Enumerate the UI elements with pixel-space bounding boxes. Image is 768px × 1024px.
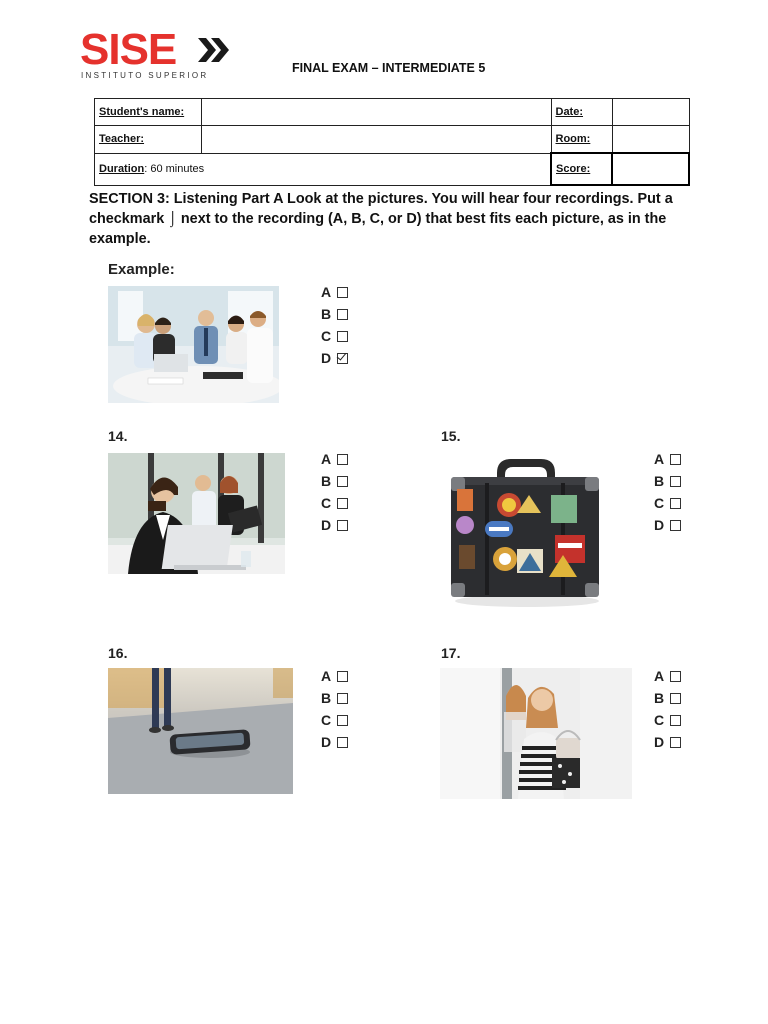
option-d[interactable]: D (321, 514, 361, 536)
duration-label: Duration (99, 163, 145, 175)
option-a[interactable]: A (321, 665, 361, 687)
question-16-number: 16. (108, 645, 128, 661)
logo-wordmark: SISE (80, 25, 177, 74)
option-c[interactable]: C (321, 492, 361, 514)
checkbox[interactable] (670, 671, 681, 682)
question-17-number: 17. (441, 645, 461, 661)
option-c[interactable]: C (321, 709, 361, 731)
student-name-label: Student's name: (95, 99, 202, 126)
option-a[interactable]: A (321, 448, 361, 470)
option-a[interactable]: A (654, 448, 694, 470)
section-instructions: SECTION 3: Listening Part A Look at the pictures. You will hear four recordings. Put a checkmark ⌡ next to the recording (A, B, C, or D) that best fits each picture, as in the example. (89, 191, 673, 247)
option-b[interactable]: B (321, 687, 361, 709)
checkbox[interactable] (670, 520, 681, 531)
question-15-number: 15. (441, 428, 461, 444)
option-c[interactable]: C (321, 325, 361, 347)
question-17-picture (440, 668, 632, 799)
checkbox[interactable] (337, 309, 348, 320)
option-c[interactable]: C (654, 709, 694, 731)
logo-subtitle: INSTITUTO SUPERIOR (81, 71, 209, 80)
room-label: Room: (551, 126, 612, 154)
room-field[interactable] (612, 126, 689, 154)
student-name-field[interactable] (202, 99, 552, 126)
teacher-field[interactable] (202, 126, 552, 154)
exam-title: FINAL EXAM – INTERMEDIATE 5 (292, 61, 486, 75)
option-b[interactable]: B (321, 303, 361, 325)
checkbox[interactable] (670, 715, 681, 726)
checkbox[interactable] (670, 476, 681, 487)
double-chevron-icon (198, 34, 230, 66)
date-field[interactable] (612, 99, 689, 126)
question-14-number: 14. (108, 428, 128, 444)
option-c[interactable]: C (654, 492, 694, 514)
question-16-picture (108, 668, 293, 794)
option-d[interactable]: D (654, 514, 694, 536)
checkbox[interactable] (337, 331, 348, 342)
question-16-options (321, 665, 361, 753)
question-14-options (321, 448, 361, 536)
checkbox[interactable] (670, 454, 681, 465)
checkbox[interactable] (670, 737, 681, 748)
option-b[interactable]: B (321, 470, 361, 492)
duration-cell (95, 153, 552, 185)
checkbox[interactable] (337, 454, 348, 465)
example-picture (108, 286, 279, 403)
option-d[interactable]: D (321, 347, 361, 369)
student-info-table (94, 98, 690, 186)
checkbox[interactable] (337, 520, 348, 531)
checkbox[interactable] (337, 737, 348, 748)
date-label: Date: (551, 99, 612, 126)
question-15-options (654, 448, 694, 536)
score-label: Score: (551, 153, 612, 185)
option-a[interactable]: A (654, 665, 694, 687)
duration-value: : 60 minutes (144, 163, 205, 175)
question-17-options (654, 665, 694, 753)
checkbox[interactable] (337, 715, 348, 726)
checkbox[interactable] (670, 498, 681, 509)
checkbox[interactable] (337, 287, 348, 298)
option-b[interactable]: B (654, 470, 694, 492)
question-14-picture (108, 453, 285, 574)
option-a[interactable]: A (321, 281, 361, 303)
checkbox[interactable] (337, 476, 348, 487)
example-label: Example: (108, 261, 175, 278)
checkbox[interactable] (337, 671, 348, 682)
option-b[interactable]: B (654, 687, 694, 709)
checkbox[interactable] (337, 498, 348, 509)
question-15-picture (445, 455, 605, 609)
score-field[interactable] (612, 153, 689, 185)
option-d[interactable]: D (321, 731, 361, 753)
checkbox[interactable] (670, 693, 681, 704)
sise-logo (80, 25, 240, 84)
example-options (321, 281, 361, 369)
checkbox[interactable] (337, 693, 348, 704)
option-d[interactable]: D (654, 731, 694, 753)
checkbox-checked[interactable] (337, 353, 348, 364)
teacher-label: Teacher: (95, 126, 202, 154)
